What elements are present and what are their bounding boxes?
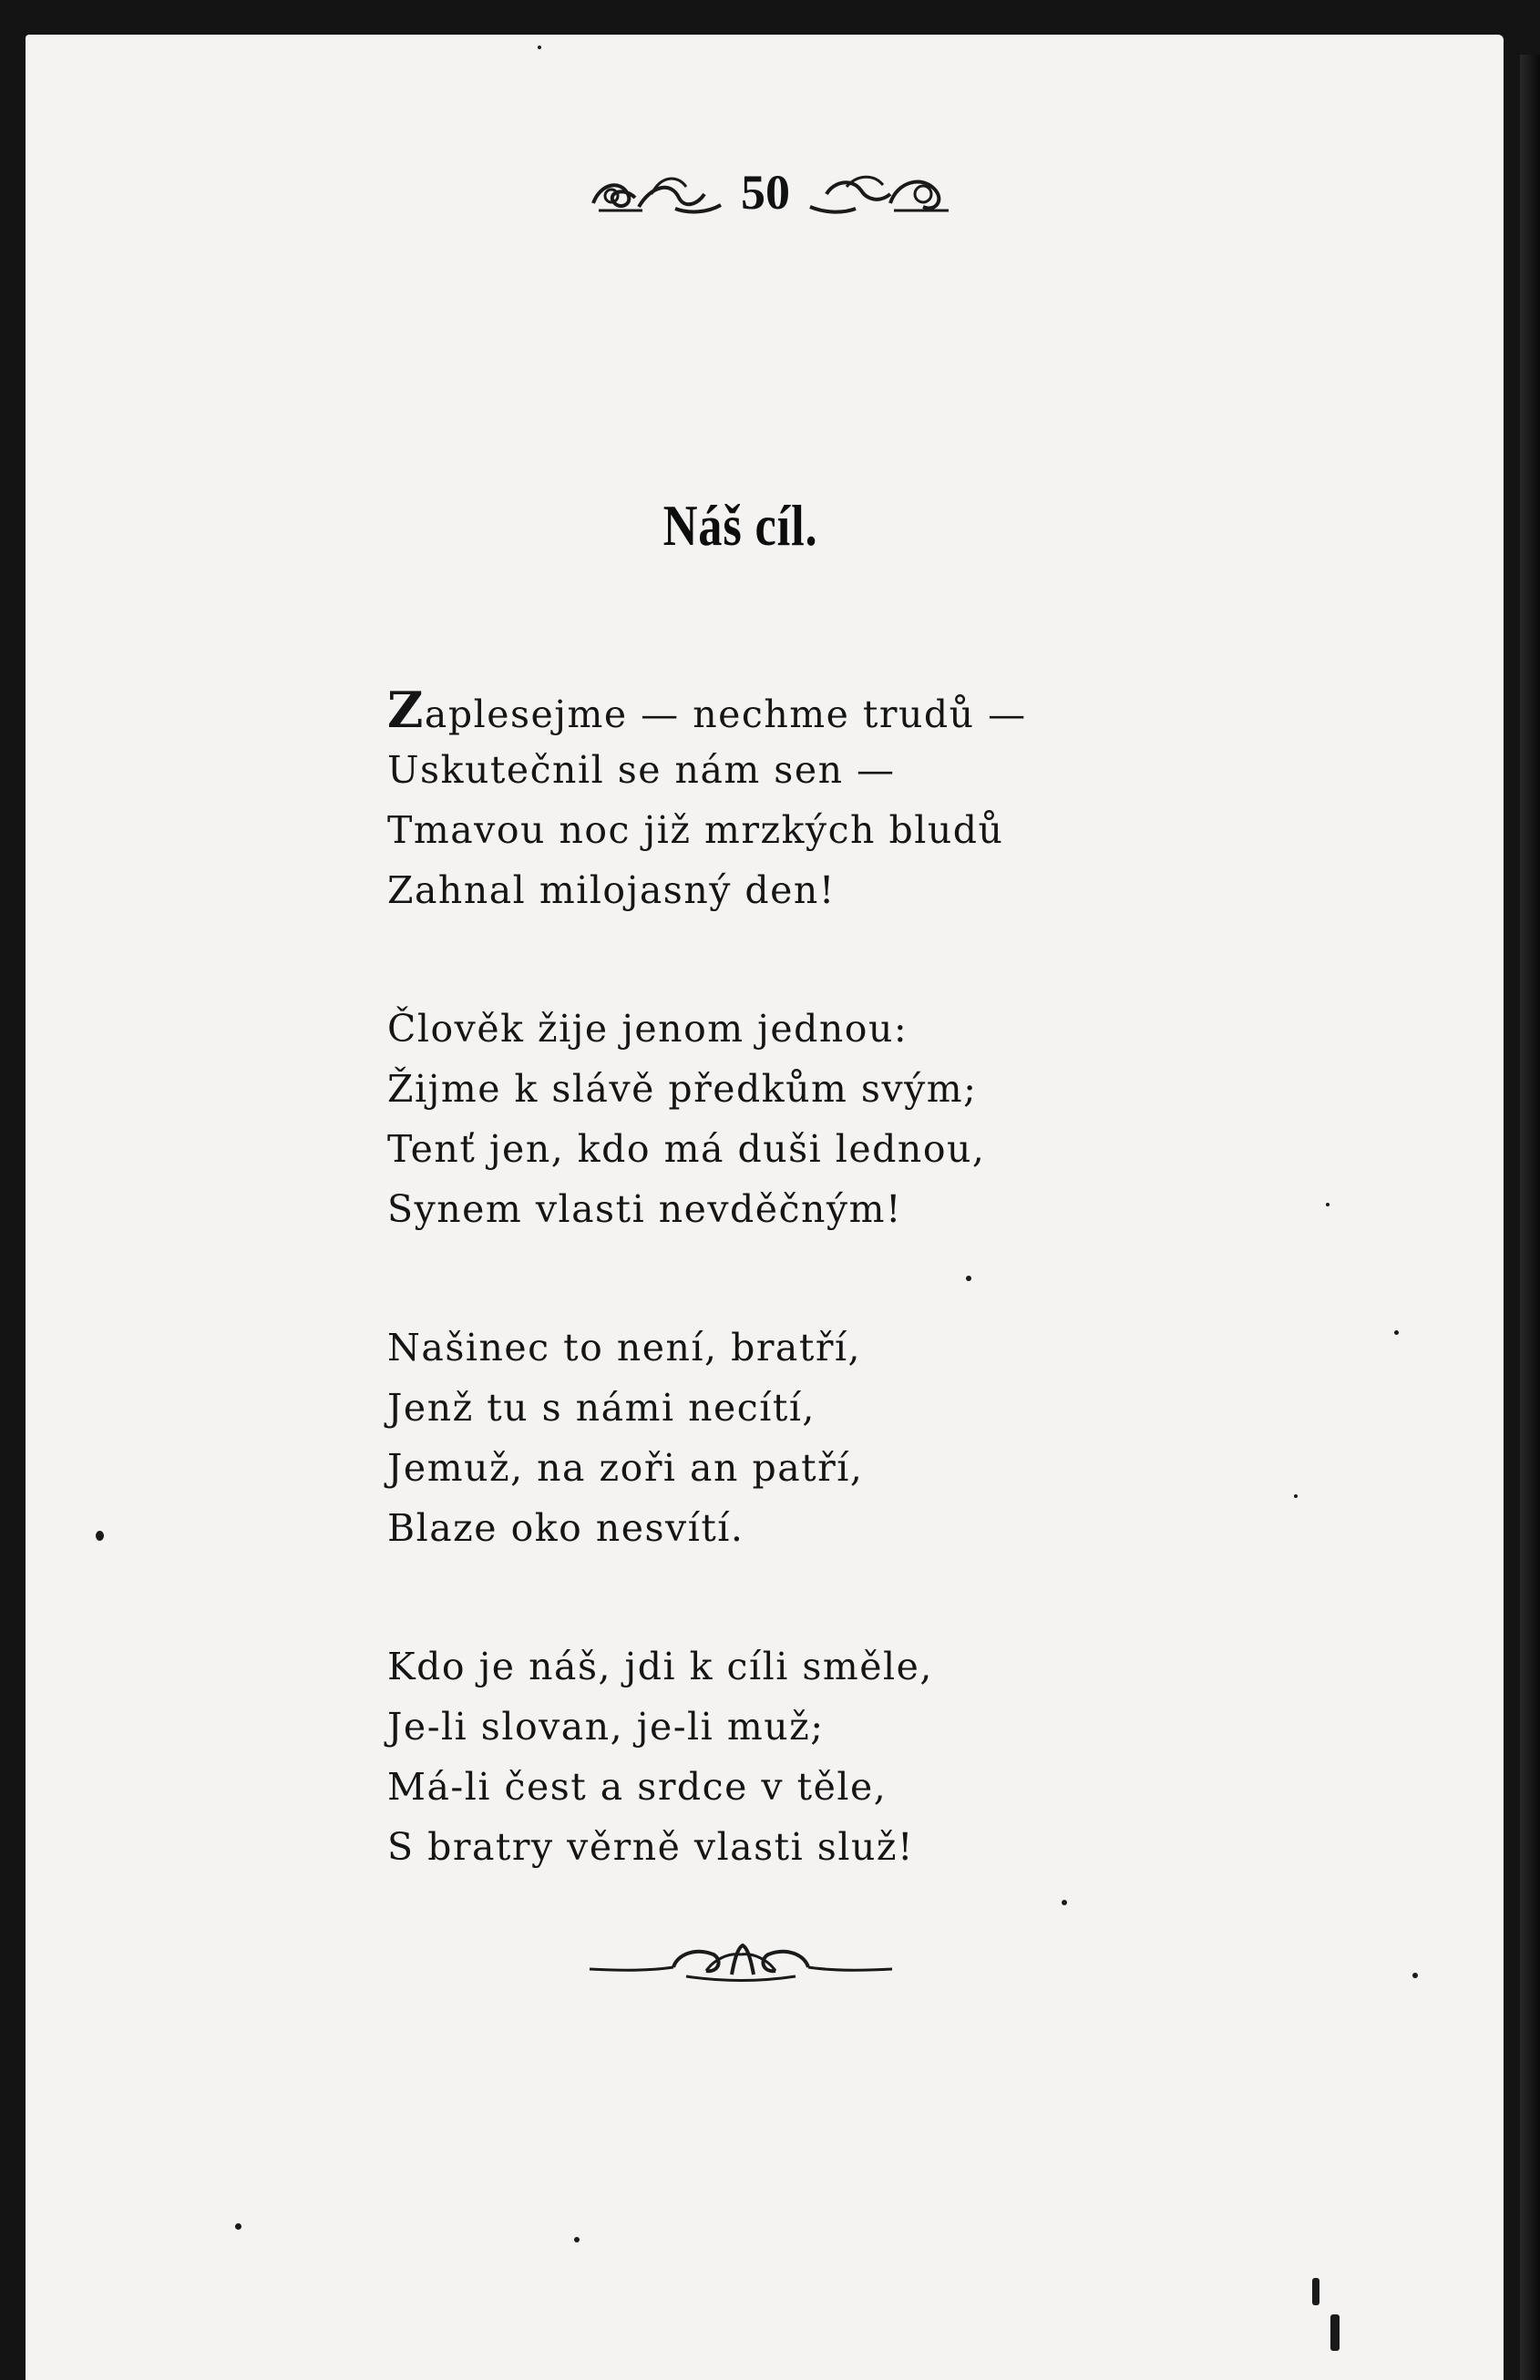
floral-vignette-left-icon <box>588 167 724 218</box>
page-number: 50 <box>741 165 790 220</box>
verse-line: Našinec to není, bratří, <box>387 1326 862 1370</box>
stanza-3 <box>387 1318 1080 1558</box>
verse-line: S bratry věrně vlasti služ! <box>387 1825 914 1869</box>
stanza-4 <box>387 1636 1080 1877</box>
verse-line: Zahnal milojasný den! <box>387 868 836 912</box>
verse-line: Zaplesejme — nechme trudů — <box>387 681 1027 739</box>
verse-line: Tenť jen, kdo má duši lednou, <box>387 1127 986 1171</box>
tailpiece <box>0 1936 1481 1995</box>
stanza-2 <box>387 999 1080 1239</box>
tailpiece-flourish-icon <box>586 1936 896 1995</box>
verse-line: Blaze oko nesvítí. <box>387 1506 744 1550</box>
verse-line: Člověk žije jenom jednou: <box>387 1007 909 1051</box>
poem-title: Náš cíl. <box>662 493 818 558</box>
verse-line: Žijme k slávě předkům svým; <box>387 1067 978 1111</box>
floral-vignette-right-icon <box>806 167 952 218</box>
verse-line: Jenž tu s námi necítí, <box>387 1386 816 1430</box>
page-header <box>0 164 1540 237</box>
poem-body <box>387 680 1080 1955</box>
verse-line: Synem vlasti nevděčným! <box>387 1187 902 1231</box>
verse-line: Má-li čest a srdce v těle, <box>387 1765 888 1809</box>
verse-line: Kdo je náš, jdi k cíli směle, <box>387 1645 933 1688</box>
verse-line: Tmavou noc již mrzkých bludů <box>387 808 1004 852</box>
book-spine-edge <box>1520 55 1540 2380</box>
verse-line: Uskutečnil se nám sen — <box>387 748 896 792</box>
stanza-1 <box>387 680 1080 920</box>
verse-line: Jemuž, na zoři an patří, <box>387 1446 864 1490</box>
verse-line: Je-li slovan, je-li muž; <box>387 1705 825 1749</box>
